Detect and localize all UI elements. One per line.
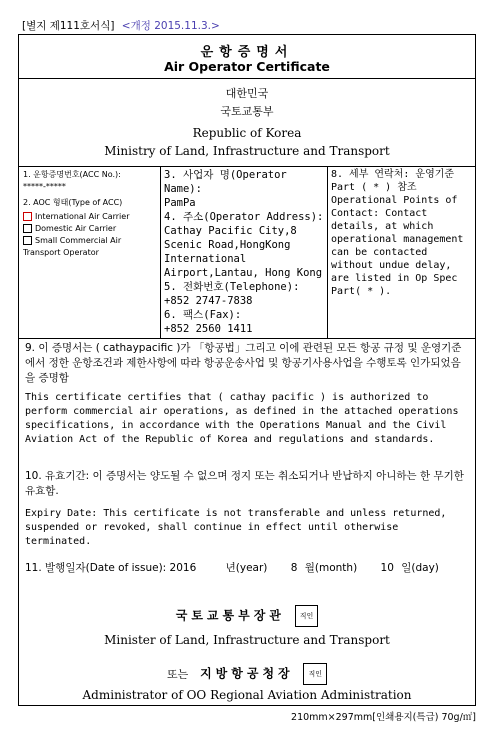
official-seal: 직인 bbox=[303, 663, 327, 685]
divider bbox=[19, 78, 475, 79]
checkbox[interactable] bbox=[23, 224, 32, 233]
fax-value: +852 2560 1411 bbox=[164, 323, 253, 335]
title-korean: 운항증명서 bbox=[200, 45, 294, 60]
divider bbox=[19, 338, 475, 339]
checkbox[interactable] bbox=[23, 212, 32, 221]
administrator-english: Administrator of OO Regional Aviation Administration bbox=[82, 688, 412, 702]
day-value: 10 bbox=[380, 562, 394, 574]
form-number: [별지 제111호서식] bbox=[22, 20, 115, 32]
month-label: 월(month) bbox=[304, 562, 358, 574]
item9-korean: 9. 이 증명서는 ( cathaypacific )가 「항공법」그리고 이에 관련된 모든 항공 규정 및 운영기준에서 정한 운항조건과 제한사항에 따라 항공운송사업 및 항공기사용사업을 수행토록 인가되었음을 증명함 bbox=[25, 342, 462, 384]
title-english: Air Operator Certificate bbox=[164, 59, 330, 74]
item9-english: This certificate certifies that ( cathay pacific ) is authorized to perform commercial air operations, as defined in the attached operations specifications, in accordance with the Operations Manual and the Civil Aviation Act of the Republic of Korea and regulations and standards. bbox=[25, 392, 459, 445]
operator-name-value: PamPa bbox=[164, 197, 196, 209]
operator-info-column bbox=[164, 168, 325, 338]
divider bbox=[19, 166, 475, 167]
checkbox[interactable] bbox=[23, 236, 32, 245]
year-label: 년(year) bbox=[225, 562, 268, 574]
issue-date bbox=[25, 561, 467, 576]
certificate-frame bbox=[18, 34, 476, 706]
minister-english: Minister of Land, Infrastructure and Transport bbox=[104, 633, 390, 647]
revision-note: <개정 2015.11.3.> bbox=[121, 20, 220, 32]
option-domestic[interactable]: Domestic Air Carrier bbox=[23, 223, 158, 235]
operator-name-label: 3. 사업자 명(Operator Name): bbox=[164, 169, 287, 195]
contact-column bbox=[331, 168, 473, 338]
minister-signature-block bbox=[19, 605, 475, 627]
paper-spec: 210mm×297mm[인쇄용지(특급) 70g/㎡] bbox=[291, 712, 476, 723]
day-label: 일(day) bbox=[401, 562, 439, 574]
official-seal: 직인 bbox=[295, 605, 319, 627]
option-international[interactable]: International Air Carrier bbox=[23, 211, 158, 223]
form-header bbox=[22, 18, 220, 33]
ministry-english: Ministry of Land, Infrastructure and Transport bbox=[104, 144, 390, 158]
item10-korean: 10. 유효기간: 이 증명서는 양도될 수 없으며 정지 또는 취소되거나 반납하지 아니하는 한 무기한 유효함. bbox=[25, 470, 464, 497]
administrator-korean: 지방항공청장 bbox=[200, 666, 294, 681]
item10-english: Expiry Date: This certificate is not transferable and unless returned, suspended or revoked, shall continue in effect until otherwise terminated. bbox=[25, 508, 447, 547]
operator-address-label: 4. 주소(Operator Address): bbox=[164, 211, 324, 223]
aoc-type-label: 2. AOC 형태(Type of ACC) bbox=[23, 198, 123, 207]
contact-details: Operational Points of Contact: Contact details, at which operational management can be contacted without undue delay, are listed in Op Spec Part( * ). bbox=[331, 195, 464, 297]
country-korean: 대한민국 bbox=[225, 87, 269, 100]
or-label: 또는 bbox=[166, 667, 189, 681]
country-english: Republic of Korea bbox=[192, 126, 302, 140]
administrator-signature-block bbox=[19, 663, 475, 685]
telephone-label: 5. 전화번호(Telephone): bbox=[164, 281, 300, 293]
option-small-commercial[interactable]: Small Commercial Air Transport Operator bbox=[23, 236, 122, 257]
aoc-number-label: 1. 운항증명번호(ACC No.): bbox=[23, 170, 121, 179]
aoc-number-value: *****-***** bbox=[23, 182, 66, 191]
minister-korean: 국토교통부장관 bbox=[175, 608, 285, 623]
ministry-korean: 국토교통부 bbox=[220, 105, 274, 118]
aoc-info-column bbox=[23, 169, 158, 337]
contact-label: 8. 세부 연락처: 운영기준 Part ( * ) 참조 bbox=[331, 169, 455, 193]
column-divider bbox=[160, 166, 161, 338]
month-value: 8 bbox=[290, 562, 298, 574]
telephone-value: +852 2747-7838 bbox=[164, 295, 253, 307]
fax-label: 6. 팩스(Fax): bbox=[164, 309, 242, 321]
column-divider bbox=[327, 166, 328, 338]
operator-address-value: Cathay Pacific City,8 Scenic Road,HongKong International Airport,Lantau, Hong Kong bbox=[164, 225, 323, 279]
issue-date-label: 11. 발행일자(Date of issue): 2016 bbox=[25, 562, 197, 574]
